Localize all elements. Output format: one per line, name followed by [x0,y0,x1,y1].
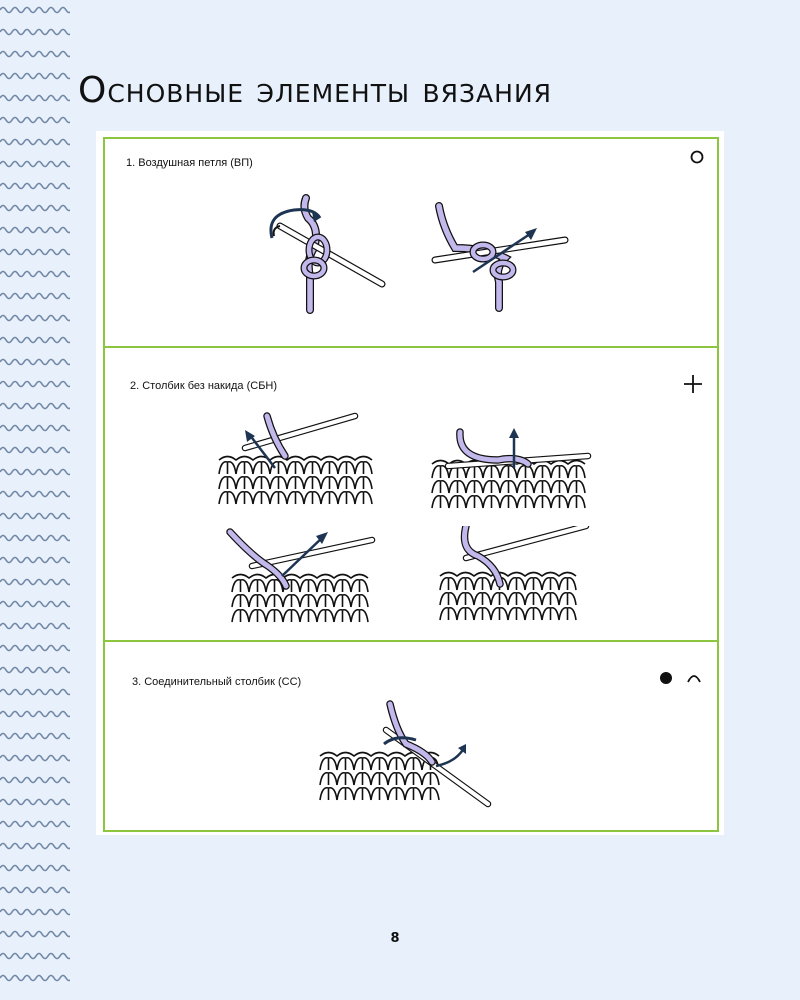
fabric-rows [440,573,576,621]
wave-line [0,800,70,805]
wave-line [0,118,70,123]
chain-stitch-step2-illustration [425,198,575,318]
wave-line [0,8,70,13]
single-crochet-symbol-icon [682,373,704,395]
section-divider [103,346,719,348]
wave-line [0,712,70,717]
wave-line [0,360,70,365]
wave-line [0,52,70,57]
section-3-label: 3. Соединительный столбик (СС) [132,676,302,688]
single-crochet-step3-illustration [222,526,392,626]
wave-line [0,734,70,739]
fabric-rows [219,457,372,505]
section-2-label: 2. Столбик без накида (СБН) [130,380,278,392]
wave-line [0,448,70,453]
chain-stitch-step1-illustration [250,188,390,318]
wave-line [0,250,70,255]
page-title: Основные элементы вязания [78,70,553,111]
slip-stitch-symbol-icon [658,669,704,687]
wave-line [0,162,70,167]
wave-line [0,624,70,629]
wave-line [0,536,70,541]
wave-line [0,426,70,431]
wave-line [0,976,70,981]
wave-line [0,778,70,783]
wave-line [0,470,70,475]
wave-line [0,910,70,915]
wave-line [0,30,70,35]
wave-line [0,690,70,695]
slip-stitch-illustration [316,700,496,812]
wave-line [0,272,70,277]
wave-border-decoration [0,0,70,1000]
wave-line [0,492,70,497]
wave-line [0,316,70,321]
wave-line [0,558,70,563]
wave-line [0,140,70,145]
wave-line [0,382,70,387]
wave-line [0,602,70,607]
wave-line [0,822,70,827]
wave-line [0,646,70,651]
single-crochet-step2-illustration [428,420,598,510]
single-crochet-step1-illustration [215,408,385,508]
section-divider [103,640,719,642]
wave-line [0,404,70,409]
section-1-label: 1. Воздушная петля (ВП) [126,157,253,169]
wave-line [0,184,70,189]
chain-symbol-icon [689,149,705,165]
wave-line [0,74,70,79]
wave-line [0,756,70,761]
wave-line [0,580,70,585]
wave-line [0,954,70,959]
fabric-rows [320,753,439,801]
wave-line [0,866,70,871]
wave-line [0,96,70,101]
page-number: 8 [390,931,400,946]
wave-line [0,338,70,343]
single-crochet-step4-illustration [436,526,606,626]
wave-line [0,668,70,673]
wave-line [0,206,70,211]
wave-line [0,844,70,849]
wave-line [0,228,70,233]
fabric-rows [232,575,368,623]
wave-line [0,514,70,519]
wave-line [0,888,70,893]
wave-line [0,294,70,299]
